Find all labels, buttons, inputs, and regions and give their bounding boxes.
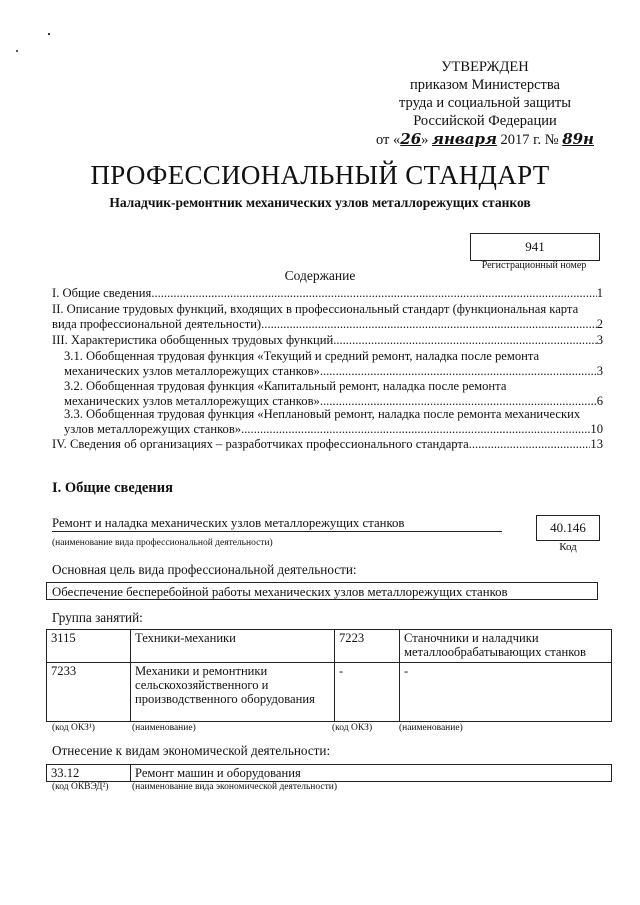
approval-title: УТВЕРЖДЕН	[441, 59, 529, 75]
occupation-name: Техники-механики	[131, 630, 335, 663]
occupation-name: Механики и ремонтники сельскохозяйственного и производственного оборудования	[131, 663, 335, 722]
goal-label: Основная цель вида профессиональной деятельности:	[52, 562, 357, 577]
handwritten-month: января	[432, 130, 497, 148]
approval-date-line: от «26» января 2017 г. № 89н	[376, 130, 594, 148]
okz-code: 7233	[47, 663, 131, 722]
econ-caption: (наименование вида экономической деятельности)	[132, 782, 337, 792]
document-subtitle: Наладчик-ремонтник механических узлов металлорежущих станков	[109, 195, 531, 210]
table-row	[47, 630, 612, 663]
toc-item: I. Общие сведения ..... 1	[52, 286, 603, 301]
table-row	[47, 765, 612, 782]
occ-caption: (код ОКЗ)	[332, 723, 373, 733]
registration-number-label: Регистрационный номер	[481, 260, 587, 271]
approval-line: труда и социальной защиты	[399, 95, 571, 111]
scan-dot	[48, 33, 50, 35]
activity-name: Ремонт и наладка механических узлов металлорежущих станков	[52, 516, 502, 532]
approval-line: приказом Министерства	[410, 77, 560, 93]
handwritten-order-number: 89н	[562, 130, 594, 148]
okz-code: -	[335, 663, 400, 722]
document-title: ПРОФЕССИОНАЛЬНЫЙ СТАНДАРТ	[90, 160, 550, 190]
table-row	[47, 663, 612, 722]
okz-code: 3115	[47, 630, 131, 663]
toc-item: 3.1. Обобщенная трудовая функция «Текущий и средний ремонт, наладка после ремонта механических узлов металлорежущих станков» ..... 3	[64, 349, 603, 379]
toc-item: IV. Сведения об организациях – разработчиках профессионального стандарта ..... 13	[52, 437, 603, 452]
group-label: Группа занятий:	[52, 610, 143, 625]
code-caption: Код	[559, 541, 577, 553]
econ-caption: (код ОКВЭД²)	[52, 782, 109, 792]
activity-caption: (наименование вида профессиональной деятельности)	[52, 538, 273, 548]
occ-caption: (код ОКЗ¹)	[52, 723, 95, 733]
section-heading: I. Общие сведения	[52, 480, 173, 496]
occupation-name: Станочники и наладчики металлообрабатывающих станков	[400, 630, 612, 663]
toc-item: II. Описание трудовых функций, входящих в профессиональный стандарт (функциональная карта вида профессиональной деятельности) ..... 2	[52, 302, 603, 332]
okved-code: 33.12	[47, 765, 131, 782]
goal-text: Обеспечение бесперебойной работы механических узлов металлорежущих станков	[46, 582, 598, 600]
occupation-name: -	[400, 663, 612, 722]
toc-item: 3.2. Обобщенная трудовая функция «Капитальный ремонт, наладка после ремонта механических узлов металлорежущих станков» ..... 6	[64, 379, 603, 409]
toc-item: 3.3. Обобщенная трудовая функция «Неплановый ремонт, наладка после ремонта механических узлов металлорежущих станков» ..... 10	[64, 407, 603, 437]
activity-code: 40.146	[536, 515, 600, 541]
econ-label: Отнесение к видам экономической деятельности:	[52, 743, 331, 758]
occupation-table	[46, 629, 612, 722]
handwritten-day: 26	[400, 130, 422, 148]
registration-number-box: 941	[470, 233, 600, 261]
toc-item: III. Характеристика обобщенных трудовых функций ..... 3	[52, 333, 603, 348]
econ-table	[46, 764, 612, 782]
occ-caption: (наименование)	[132, 723, 196, 733]
approval-block	[360, 58, 610, 149]
toc-title: Содержание	[284, 268, 356, 283]
okz-code: 7223	[335, 630, 400, 663]
econ-activity-name: Ремонт машин и оборудования	[131, 765, 612, 782]
scan-dot	[16, 50, 18, 52]
occ-caption: (наименование)	[399, 723, 463, 733]
approval-line: Российской Федерации	[413, 113, 557, 129]
